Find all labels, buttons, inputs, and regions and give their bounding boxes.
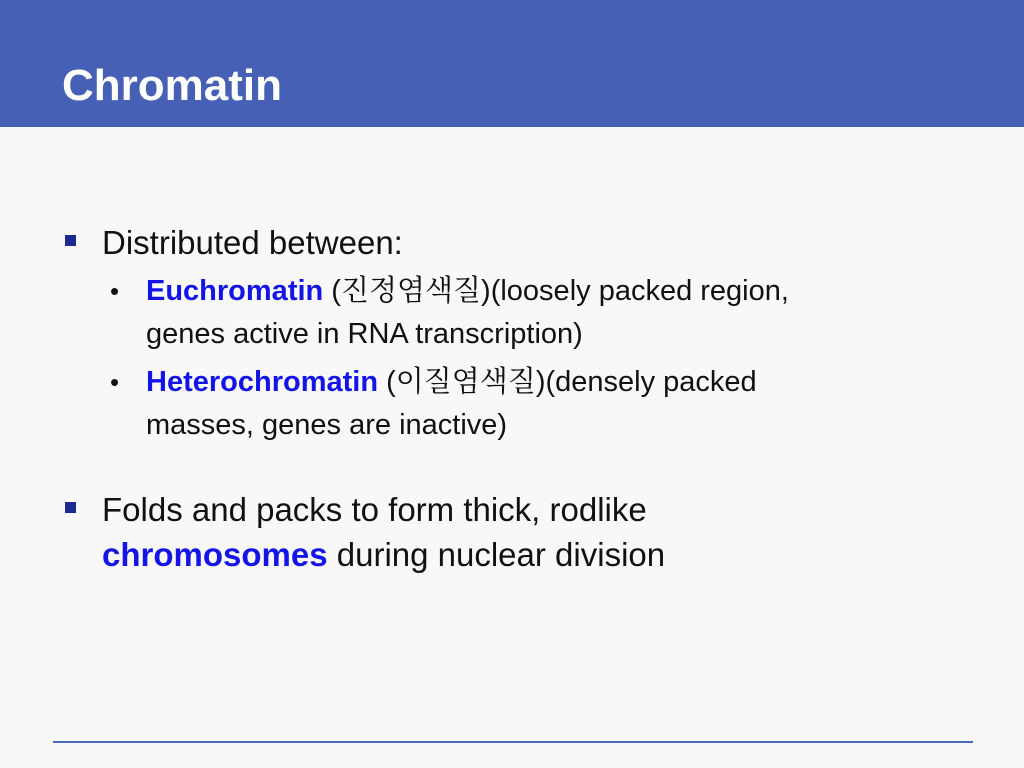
bullet-folds <box>62 487 982 577</box>
term-euchromatin: Euchromatin <box>146 275 324 307</box>
bullet-line2-rest: during nuclear division <box>327 536 666 573</box>
dot-bullet-icon: • <box>110 367 120 397</box>
bullet-text: Distributed between: <box>102 224 403 261</box>
description-line2: masses, genes are inactive) <box>146 409 508 441</box>
sub-bullet-euchromatin <box>110 270 982 356</box>
slide-title: Chromatin <box>62 61 282 110</box>
sub-bullet-heterochromatin <box>110 361 982 447</box>
description-line1: (loosely packed region, <box>490 275 789 307</box>
square-bullet-icon <box>65 502 76 513</box>
slide-body <box>62 220 982 577</box>
bullet-line1: Folds and packs to form thick, rodlike <box>102 491 647 528</box>
title-bar <box>0 0 1024 127</box>
korean-term: (진정염색질) <box>323 275 491 307</box>
footer-divider <box>53 741 973 743</box>
square-bullet-icon <box>65 235 76 246</box>
korean-term: (이질염색질) <box>378 366 546 398</box>
description-line1: (densely packed <box>545 366 757 398</box>
term-chromosomes: chromosomes <box>102 536 328 573</box>
dot-bullet-icon: • <box>110 276 120 306</box>
bullet-distributed <box>62 220 982 265</box>
term-heterochromatin: Heterochromatin <box>146 366 379 398</box>
description-line2: genes active in RNA transcription) <box>146 318 583 350</box>
